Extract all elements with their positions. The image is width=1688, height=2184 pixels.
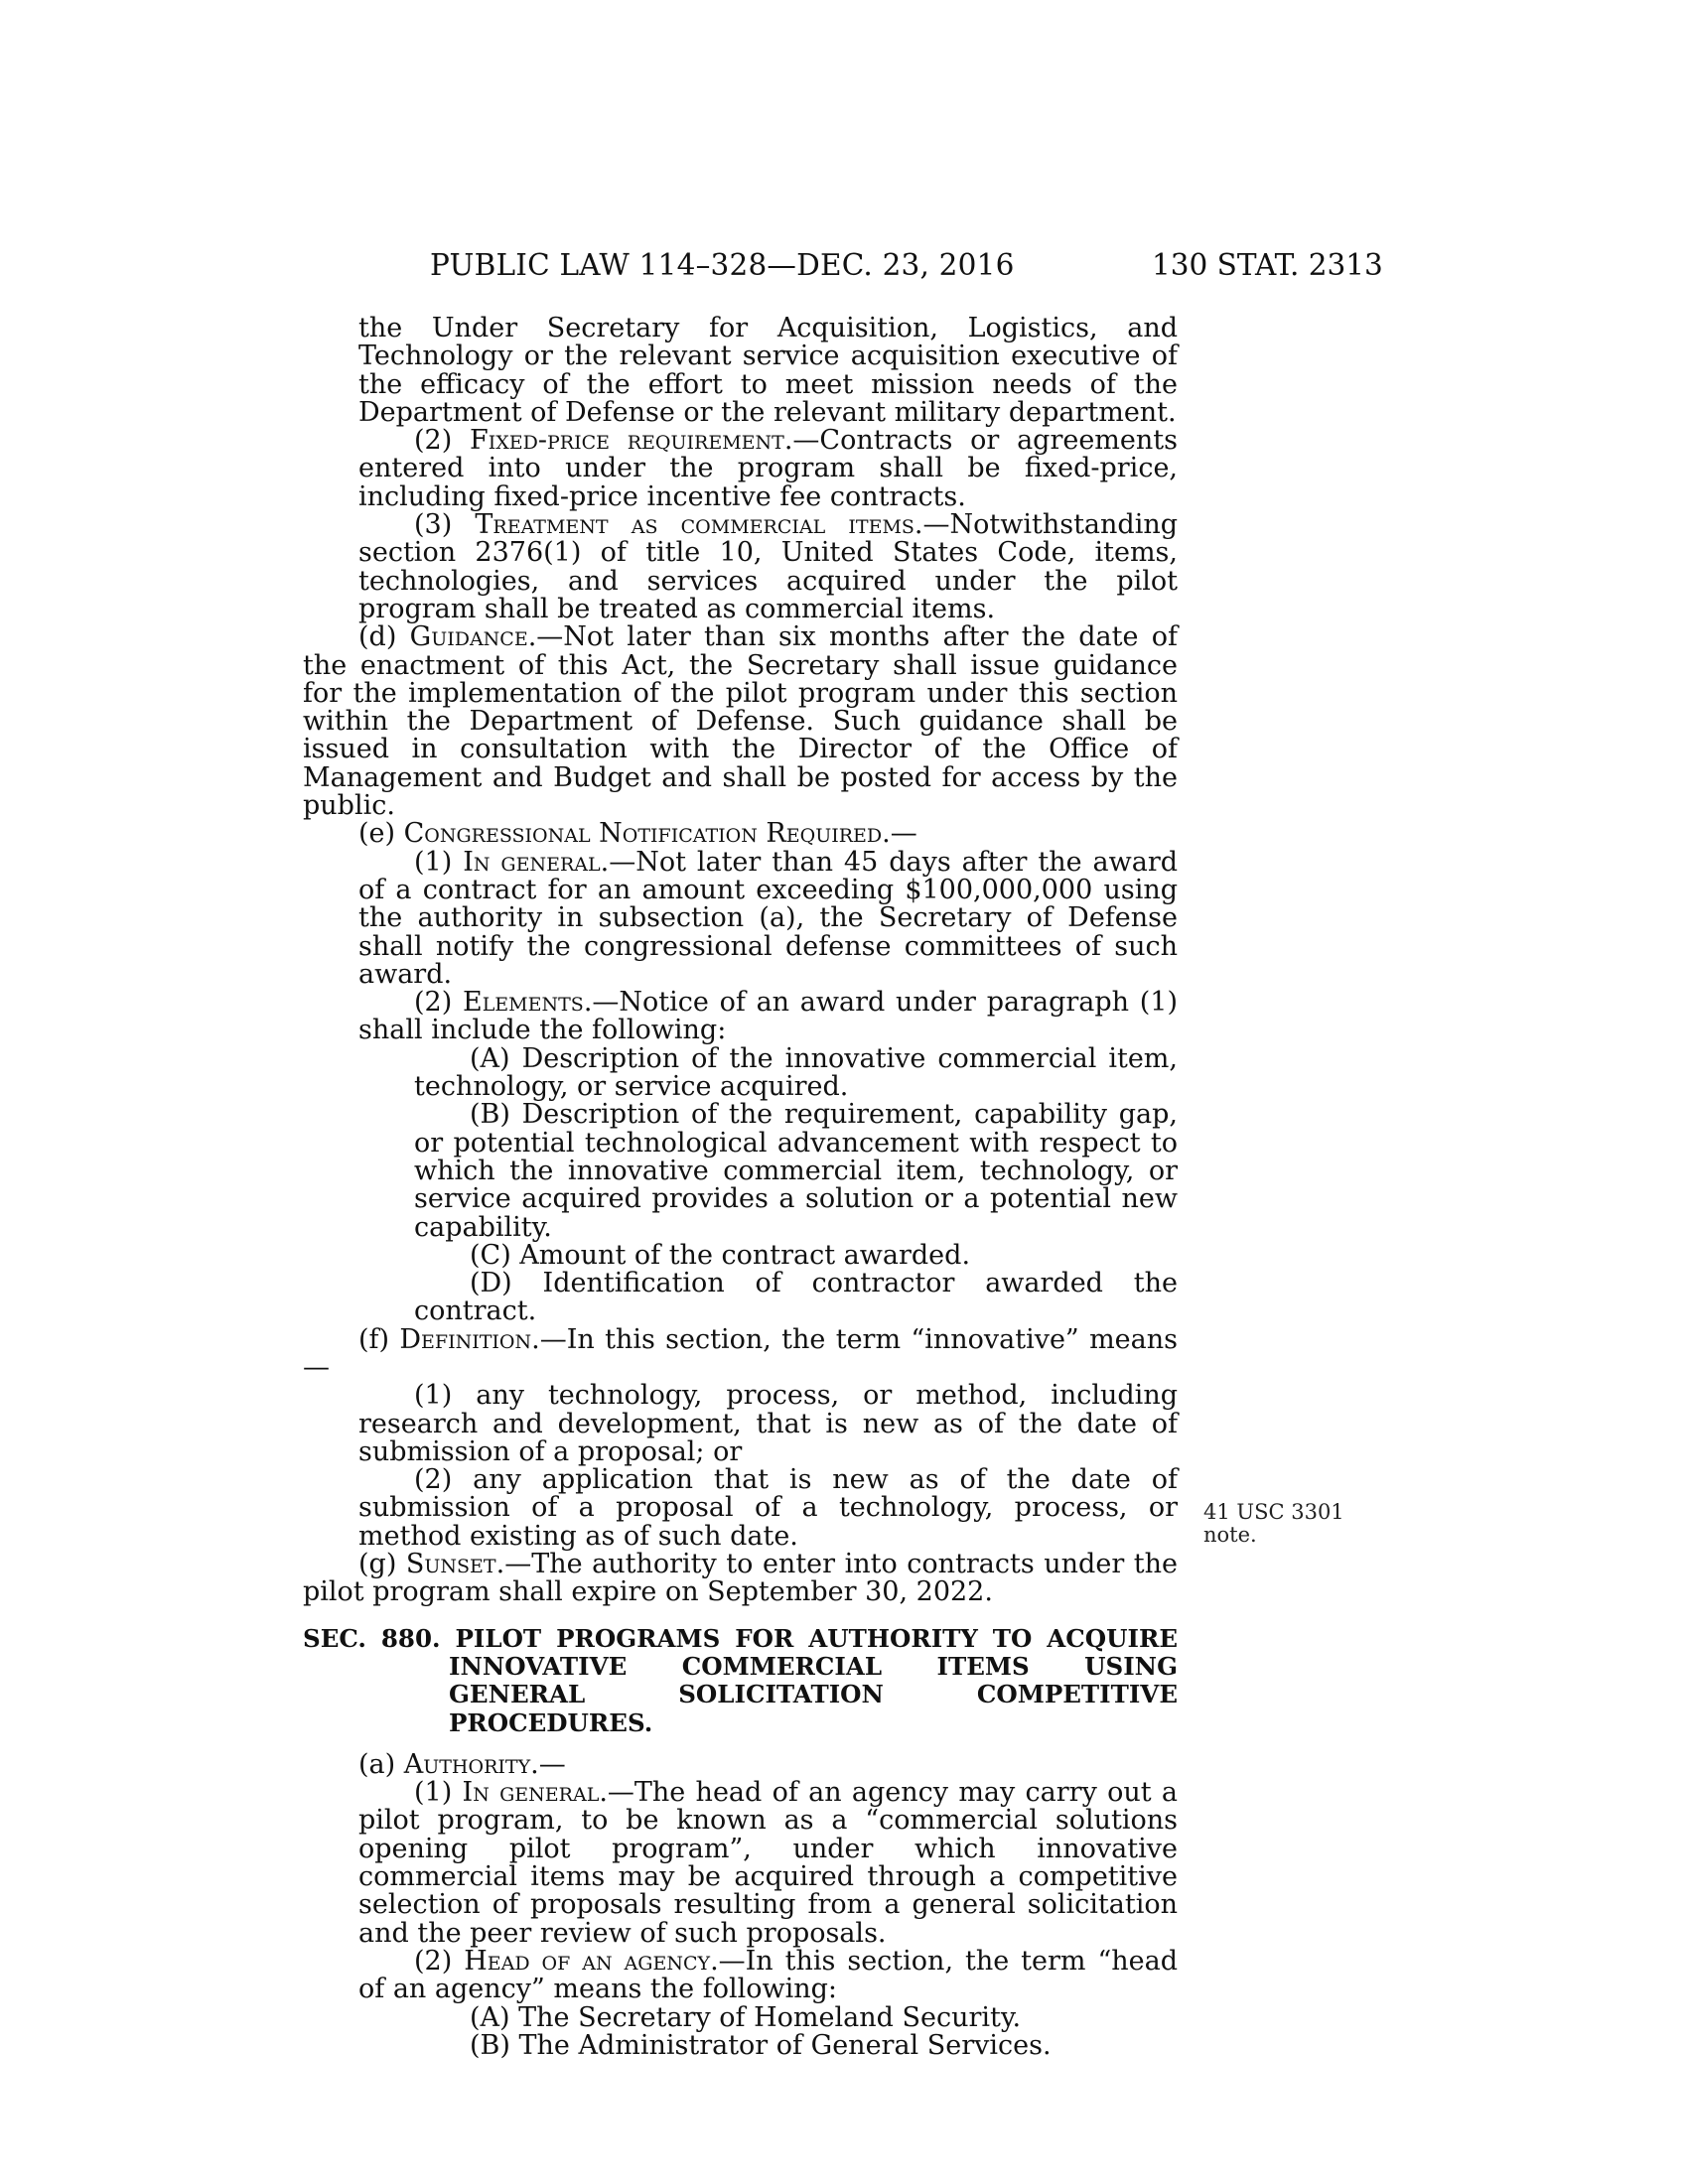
paragraph-eD: (D) Identification of contractor awarded the contract. <box>414 1268 1178 1327</box>
e-heading: Congressional Notification Required <box>403 818 883 850</box>
f-number: (f) <box>358 1323 400 1355</box>
e2-number: (2) <box>414 987 463 1019</box>
page-reference: 130 STAT. 2313 <box>1152 248 1383 282</box>
a2-heading: Head of an agency <box>464 1945 711 1977</box>
paragraph-a <box>303 1748 1178 1780</box>
f-text: .—In this section, the term “innovative” means— <box>303 1323 1178 1383</box>
c3-heading: Treatment as commercial items <box>475 509 914 541</box>
a2-number: (2) <box>414 1945 465 1977</box>
paragraph-eB: (B) Description of the requirement, capability gap, or potential technological advancement with respect to which the innovative commercial item, technology, or service acquired provides a solution or a potential new capability. <box>414 1099 1178 1243</box>
paragraph-f <box>303 1323 1178 1383</box>
d-text: .—Not later than six months after the date of the enactment of this Act, the Secretary shall issue guidance for the implementation of the pilot program under this section within the Department of Defense. Such guidance shall be issued in consultation with the Director of the Office of Management and Budget and shall be posted for access by the public. <box>303 621 1179 822</box>
paragraph-continuation: the Under Secretary for Acquisition, Logistics, and Technology or the relevant service acquisition executive of the efficacy of the effort to meet mission needs of the Department of Defense or the relevant military department. <box>358 313 1178 428</box>
paragraph-aB: (B) The Administrator of General Services. <box>470 2029 1052 2061</box>
paragraph-g <box>303 1551 1178 1607</box>
a-heading: Authority <box>403 1748 531 1780</box>
paragraph-e2 <box>303 989 1178 1045</box>
paragraph-aA: (A) The Secretary of Homeland Security. <box>470 2001 1022 2033</box>
paragraph-e1 <box>303 846 1179 990</box>
paragraph-a2 <box>303 1945 1179 2005</box>
g-number: (g) <box>358 1549 406 1580</box>
e1-number: (1) <box>414 846 464 878</box>
c3-text: .—Notwithstanding section 2376(1) of title 10, United States Code, items, technologies, and services acquired under the pilot program shall be treated as commercial items. <box>358 509 1179 624</box>
e2-heading: Elements <box>462 987 584 1019</box>
a-text: .— <box>530 1748 566 1780</box>
a-number: (a) <box>358 1748 404 1780</box>
e1-heading: In general <box>463 846 601 878</box>
body-text <box>303 315 1178 2060</box>
a2-text: .—In this section, the term “head of an agency” means the following: <box>358 1945 1179 2005</box>
margin-note-label: note. <box>1203 1523 1257 1547</box>
a1-number: (1) <box>414 1777 463 1809</box>
paragraph-d <box>303 623 1178 820</box>
g-heading: Sunset <box>405 1549 496 1580</box>
d-number: (d) <box>358 621 410 653</box>
paragraph-f2: (2) any application that is new as of the date of submission of a proposal of a technology, process, or method existing as of such date. <box>358 1464 1178 1552</box>
paragraph-e <box>303 820 1178 848</box>
margin-note-citation: 41 USC 3301 <box>1203 1500 1344 1524</box>
paragraph-eC: (C) Amount of the contract awarded. <box>470 1239 971 1271</box>
paragraph-a1 <box>303 1779 1178 1948</box>
d-heading: Guidance <box>409 621 528 653</box>
paragraph-f1: (1) any technology, process, or method, including research and development, that is new as of the date of submission of a proposal; or <box>358 1380 1178 1467</box>
paragraph-c2 <box>303 427 1178 511</box>
running-header-title: PUBLIC LAW 114–328—DEC. 23, 2016 <box>430 248 1015 282</box>
g-text: .—The authority to enter into contracts under the pilot program shall expire on September 30, 2022. <box>303 1549 1178 1608</box>
section-title: SEC. 880. PILOT PROGRAMS FOR AUTHORITY TO ACQUIRE INNOVATIVE COMMERCIAL ITEMS USING GENERAL SOLICITATION COMPETITIVE PROCEDURES. <box>303 1623 1178 1737</box>
e1-text: .—Not later than 45 days after the award of a contract for an amount exceeding $100,000,000 using the authority in subsection (a), the Secretary of Defense shall notify the congressional defense committees of such award. <box>358 846 1179 990</box>
paragraph-c3 <box>303 511 1178 623</box>
c2-text: .—Contracts or agreements entered into under the program shall be fixed-price, including fixed-price incentive fee contracts. <box>358 425 1178 512</box>
c3-number: (3) <box>414 509 476 541</box>
c2-heading: Fixed-price requirement <box>470 425 784 457</box>
e-number: (e) <box>358 818 404 850</box>
e2-text: .—Notice of an award under paragraph (1) shall include the following: <box>358 987 1179 1046</box>
paragraph-eA: (A) Description of the innovative commercial item, technology, or service acquired. <box>414 1042 1178 1103</box>
f-heading: Definition <box>399 1323 532 1355</box>
c2-number: (2) <box>414 425 470 457</box>
a1-text: .—The head of an agency may carry out a pilot program, to be known as a “commercial solutions opening pilot program”, under which innovative commercial items may be acquired through a competitive selection of proposals resulting from a general solicitation and the peer review of such proposals. <box>358 1777 1179 1949</box>
e-text: .— <box>882 818 917 850</box>
a1-heading: In general <box>462 1777 600 1809</box>
margin-note <box>1203 1501 1344 1547</box>
